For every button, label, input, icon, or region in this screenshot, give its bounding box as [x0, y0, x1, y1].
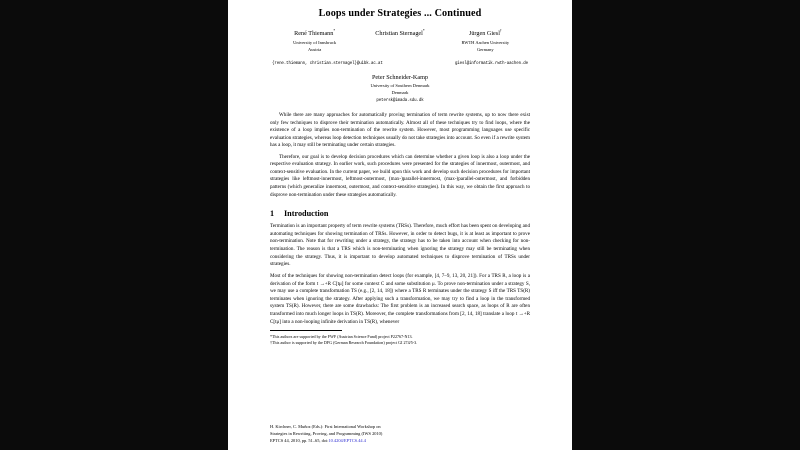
author-footnote-mark: *: [333, 29, 336, 34]
section-body: [270, 223, 530, 326]
abstract: [270, 112, 530, 199]
page-title: Loops under Strategies ... Continued: [318, 8, 482, 19]
section-number: 1: [270, 209, 275, 219]
author-block-3: [443, 29, 528, 53]
author-country: Denmark: [391, 90, 409, 96]
author-block-2: [357, 29, 442, 38]
page-footer: [270, 424, 530, 445]
author-block-1: [272, 29, 357, 53]
author-name: Christian Sternagel: [375, 30, 423, 38]
author-name: René Thiemann: [294, 30, 334, 38]
author-footnote-mark: *: [422, 29, 425, 34]
body-paragraph-2: Most of the techniques for showing non-termination detect loops (for example, [4, 7–9, 13, 20, 21]). For a TRS R, a loop is a derivation of the form t →+R C[tμ] for some context C and some substitution μ. To prove non-termination under a strategy S, we may use a complete transformation TS (e.g., [2, 14, 18]) where a TRS R terminates under the strategy S iff the TRS TS(R) terminates when ignoring the strategy. After applying such a transformation, we may try to find a loop in the transformed system TS(R). However, there are some drawbacks: The first problem is an increased search space, as loops of R are often transformed into much longer loops in TS(R). Moreover, the complete transformations from [2, 14, 18] translate a loop t →+R C[tμ] into a non-looping infinite derivation in TS(R), whenever: [270, 272, 530, 325]
abstract-paragraph-2: Therefore, our goal is to develop decision procedures which can determine whether a given loop is also a loop under the respective evaluation strategy. In earlier work, such procedures were presented for the strategies of innermost, outermost, and context-sensitive evaluation. In the current paper, we build upon this work and develop such decision procedures for important strategies like leftmost-innermost, leftmost-outermost, (max-)parallel-innermost, (max-)parallel-outermost, and forbidden patterns (which generalize innermost, outermost, and context-sensitive strategies). In this way, we obtain the first approach to disprove non-termination under these strategies automatically.: [270, 153, 530, 198]
author-country: Germany: [476, 46, 494, 52]
author-footnote-mark: †: [499, 29, 502, 34]
author-affiliation: University of Innsbruck: [293, 39, 337, 45]
author-name: Peter Schneider-Kamp: [371, 73, 429, 81]
section-title: Introduction: [284, 209, 329, 219]
author-email-giesl: giesl@informatik.rwth-aachen.de: [454, 61, 528, 66]
paper-page: [228, 0, 572, 450]
footnote-1: *This authors are supported by the FWF (Austrian Science Fund) project P22767-N13.: [270, 334, 413, 340]
page-footer-line-1: H. Kirchner, C. Muñoz (Eds.): First International Workshop on: [270, 424, 381, 430]
author-block-4: [270, 74, 530, 103]
body-paragraph-1: Termination is an important property of term rewrite systems (TRSs). Therefore, much effort has been spent on developing and automating techniques for showing termination of TRSs. However, in order to detect bugs, it is at least as important to prove non-termination. Note that for rewriting under a strategy, the strategy has to be taken into account when checking for non-termination. The reason is that a TRS which is non-terminating when ignoring the strategy may still be terminating when considering the strategy. Thus, it is important to develop automated techniques to disprove termination of TRSs under strategies.: [270, 223, 530, 268]
author-email: petersk@imada.sdu.dk: [376, 99, 424, 104]
emails-row: [272, 59, 528, 66]
author-email-group: {rene.thiemann, christian.sternagel}@uibk.ac.at: [272, 61, 383, 66]
page-footer-citation: EPTCS 44, 2010, pp. 51–65, doi:: [270, 438, 329, 444]
doi-link[interactable]: 10.4204/EPTCS.44.4: [328, 438, 366, 444]
page-footer-line-3: [270, 438, 530, 445]
page-footer-line-2: Strategies in Rewriting, Proving, and Programming (IWS 2010): [270, 430, 383, 436]
author-name: Jürgen Giesl: [468, 30, 500, 38]
footnote-rule: [270, 330, 342, 331]
abstract-paragraph-1: While there are many approaches for automatically proving termination of term rewrite systems, up to now there exist only few techniques to disprove their termination automatically. Almost all of these techniques try to find loops, where the existence of a loop implies non-termination of the rewrite system. However, most programming languages use specific evaluation strategies, whereas loop detection techniques usually do not take strategies into account. So even if a rewrite system has a loop, it may still be terminating under certain strategies.: [270, 112, 530, 149]
footnote-2: †This author is supported by the DFG (German Research Foundation) project GI 274/5-3.: [270, 340, 418, 346]
section-heading: [270, 209, 530, 218]
author-country: Austria: [308, 46, 322, 52]
author-affiliation: RWTH Aachen University: [461, 39, 510, 45]
author-affiliation: University of Southern Denmark: [370, 83, 430, 89]
authors-row: [272, 29, 528, 53]
